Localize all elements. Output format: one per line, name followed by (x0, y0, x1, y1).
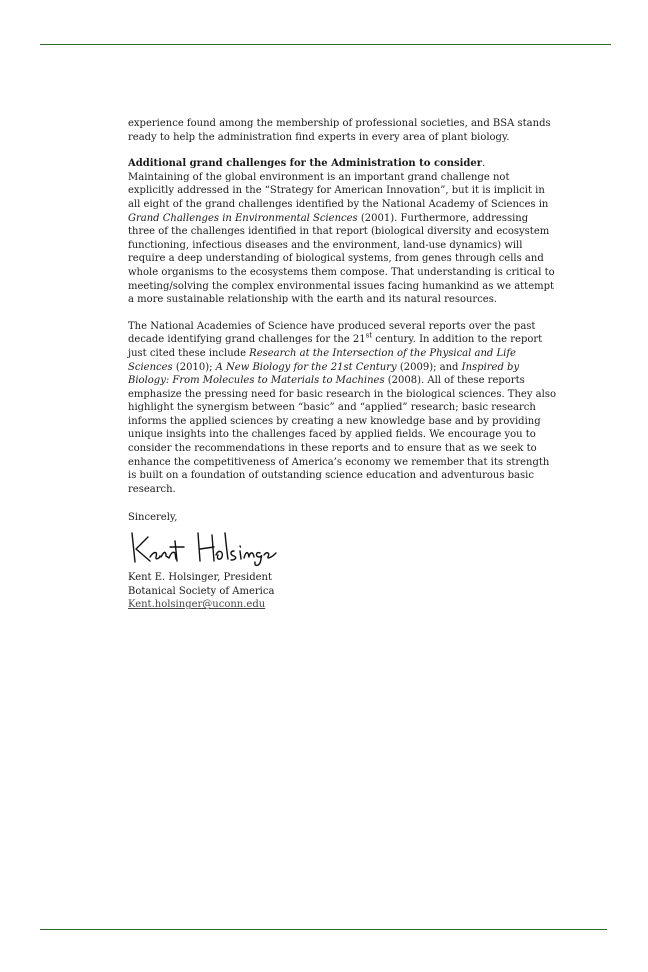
report-title: Grand Challenges in Environmental Sciences (128, 212, 358, 224)
paragraph-text: (2009); and (396, 361, 462, 373)
report-title: A New Biology for the 21st Century (215, 361, 397, 373)
reports-paragraph (128, 320, 558, 497)
section-heading-period: . (482, 158, 486, 170)
report-title: Research at the Intersection of the Physical and Life Sciences (128, 347, 516, 373)
grand-challenge-paragraph (128, 171, 558, 307)
signer-name: Kent E. Holsinger, President (128, 572, 273, 584)
letter-body (128, 117, 558, 612)
organization-name: Botanical Society of America (128, 585, 275, 597)
signature-image (128, 529, 278, 569)
paragraph-text: (2010); (172, 361, 216, 373)
report-title: Inspired by Biology: From Molecules to Materials to Machines (128, 361, 520, 387)
paragraph-text: century. In addition to the report just cited these include (128, 334, 543, 359)
section-heading-text: Additional grand challenges for the Administration to consider (128, 158, 483, 170)
paragraph-text: The National Academies of Science have produced several reports over the past decade identifying grand challenges for the 21 (128, 320, 536, 346)
closing: Sincerely, (128, 512, 178, 524)
intro-paragraph: experience found among the membership of professional societies, and BSA stands ready to help the administration find experts in every area of plant biology. (128, 118, 551, 143)
paragraph-text: (2001). Furthermore, addressing three of the challenges identified in that report (biological diversity and ecosystem functioning, infectious diseases and the environment, land-use dynamics) will require a deep understanding of biological systems, from genes through cells and whole organisms to the ecosystems them compose. That understanding is critical to meeting/solving the complex environmental issues facing humankind as we attempt a more sustainable relationship with the earth and its natural resources. (128, 212, 555, 306)
section-heading (128, 157, 558, 171)
email-link[interactable]: Kent.holsinger@uconn.edu (128, 599, 266, 611)
ordinal-suffix: st (365, 331, 373, 340)
paragraph-text: Maintaining of the global environment is an important grand challenge not explicitly addressed in the “Strategy for American Innovation”, but it is implicit in all eight of the grand challenges identified by the National Academy of Sciences in (128, 171, 549, 210)
header-rule (40, 44, 611, 45)
footer-rule (40, 929, 607, 930)
paragraph-text: (2008). All of these reports emphasize the pressing need for basic research in the biological sciences. They also highlight the synergism between “basic” and “applied” research; basic research informs the applied sciences by creating a new knowledge base and by providing unique insights into the challenges faced by applied fields. We encourage you to consider the recommendations in these reports and to ensure that as we seek to enhance the competitiveness of America’s economy we remember that its strength is built on a foundation of outstanding science education and adventurous basic research. (128, 375, 556, 495)
